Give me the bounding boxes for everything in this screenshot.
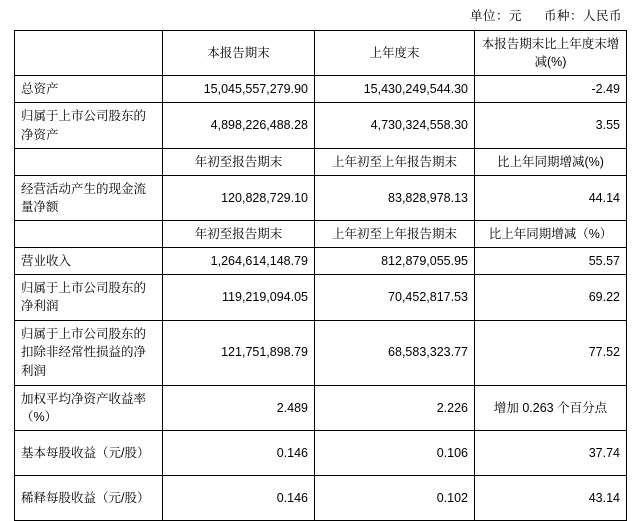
header-cell-change-yoy-1: 比上年同期增减(%) bbox=[475, 148, 627, 175]
header-cell-prior-ytd-period-2: 上年初至上年报告期末 bbox=[315, 221, 475, 248]
row-value-diluted-eps-change: 43.14 bbox=[475, 475, 627, 520]
row-value-total-assets-current: 15,045,557,279.90 bbox=[163, 76, 315, 103]
row-label-net-profit: 归属于上市公司股东的净利润 bbox=[15, 275, 163, 320]
table-row bbox=[15, 275, 627, 320]
row-value-roe-current: 2.489 bbox=[163, 385, 315, 430]
row-value-total-assets-previous: 15,430,249,544.30 bbox=[315, 76, 475, 103]
unit-currency-line bbox=[14, 6, 626, 24]
row-value-net-profit-excl-previous: 68,583,323.77 bbox=[315, 320, 475, 385]
row-value-net-assets-current: 4,898,226,488.28 bbox=[163, 103, 315, 148]
row-value-basic-eps-current: 0.146 bbox=[163, 430, 315, 475]
row-label-total-assets: 总资产 bbox=[15, 76, 163, 103]
row-value-net-profit-change: 69.22 bbox=[475, 275, 627, 320]
table-row bbox=[15, 320, 627, 385]
header-cell-prior-ytd-period: 上年初至上年报告期末 bbox=[315, 148, 475, 175]
financial-summary-table bbox=[14, 30, 627, 521]
header-cell-prior-year-end: 上年度末 bbox=[315, 31, 475, 76]
row-value-net-profit-excl-current: 121,751,898.79 bbox=[163, 320, 315, 385]
table-row bbox=[15, 175, 627, 220]
header-cell-blank-2 bbox=[15, 148, 163, 175]
row-label-revenue: 营业收入 bbox=[15, 248, 163, 275]
row-value-net-profit-excl-change: 77.52 bbox=[475, 320, 627, 385]
row-value-total-assets-change: -2.49 bbox=[475, 76, 627, 103]
table-row bbox=[15, 385, 627, 430]
header-cell-ytd-period: 年初至报告期末 bbox=[163, 148, 315, 175]
row-value-net-assets-previous: 4,730,324,558.30 bbox=[315, 103, 475, 148]
row-value-revenue-current: 1,264,614,148.79 bbox=[163, 248, 315, 275]
table-row bbox=[15, 248, 627, 275]
row-value-revenue-previous: 812,879,055.95 bbox=[315, 248, 475, 275]
row-value-basic-eps-previous: 0.106 bbox=[315, 430, 475, 475]
currency-label: 币种：人民币 bbox=[543, 9, 622, 23]
row-label-roe: 加权平均净资产收益率（%） bbox=[15, 385, 163, 430]
row-value-net-profit-previous: 70,452,817.53 bbox=[315, 275, 475, 320]
header-cell-ytd-period-2: 年初至报告期末 bbox=[163, 221, 315, 248]
row-value-operating-cashflow-current: 120,828,729.10 bbox=[163, 175, 315, 220]
table-row bbox=[15, 430, 627, 475]
table-header-row-balance bbox=[15, 31, 627, 76]
header-cell-blank-3 bbox=[15, 221, 163, 248]
header-cell-change-yoy-2: 比上年同期增减（%） bbox=[475, 221, 627, 248]
row-value-roe-change: 增加 0.263 个百分点 bbox=[475, 385, 627, 430]
table-header-row-cashflow bbox=[15, 148, 627, 175]
row-label-basic-eps: 基本每股收益（元/股） bbox=[15, 430, 163, 475]
table-row bbox=[15, 76, 627, 103]
row-value-roe-previous: 2.226 bbox=[315, 385, 475, 430]
row-label-operating-cashflow: 经营活动产生的现金流量净额 bbox=[15, 175, 163, 220]
row-value-basic-eps-change: 37.74 bbox=[475, 430, 627, 475]
row-value-operating-cashflow-previous: 83,828,978.13 bbox=[315, 175, 475, 220]
header-cell-change-vs-prior-year-end: 本报告期末比上年度末增减(%) bbox=[475, 31, 627, 76]
row-value-net-profit-current: 119,219,094.05 bbox=[163, 275, 315, 320]
row-label-net-profit-excl-nonrecurring: 归属于上市公司股东的扣除非经常性损益的净利润 bbox=[15, 320, 163, 385]
row-label-diluted-eps: 稀释每股收益（元/股） bbox=[15, 475, 163, 520]
table-row bbox=[15, 103, 627, 148]
table-header-row-income bbox=[15, 221, 627, 248]
row-value-diluted-eps-previous: 0.102 bbox=[315, 475, 475, 520]
row-value-operating-cashflow-change: 44.14 bbox=[475, 175, 627, 220]
header-cell-blank-1 bbox=[15, 31, 163, 76]
row-value-diluted-eps-current: 0.146 bbox=[163, 475, 315, 520]
header-cell-period-end: 本报告期末 bbox=[163, 31, 315, 76]
row-label-net-assets: 归属于上市公司股东的净资产 bbox=[15, 103, 163, 148]
row-value-net-assets-change: 3.55 bbox=[475, 103, 627, 148]
row-value-revenue-change: 55.57 bbox=[475, 248, 627, 275]
table-row bbox=[15, 475, 627, 520]
unit-label: 单位：元 bbox=[470, 9, 523, 23]
